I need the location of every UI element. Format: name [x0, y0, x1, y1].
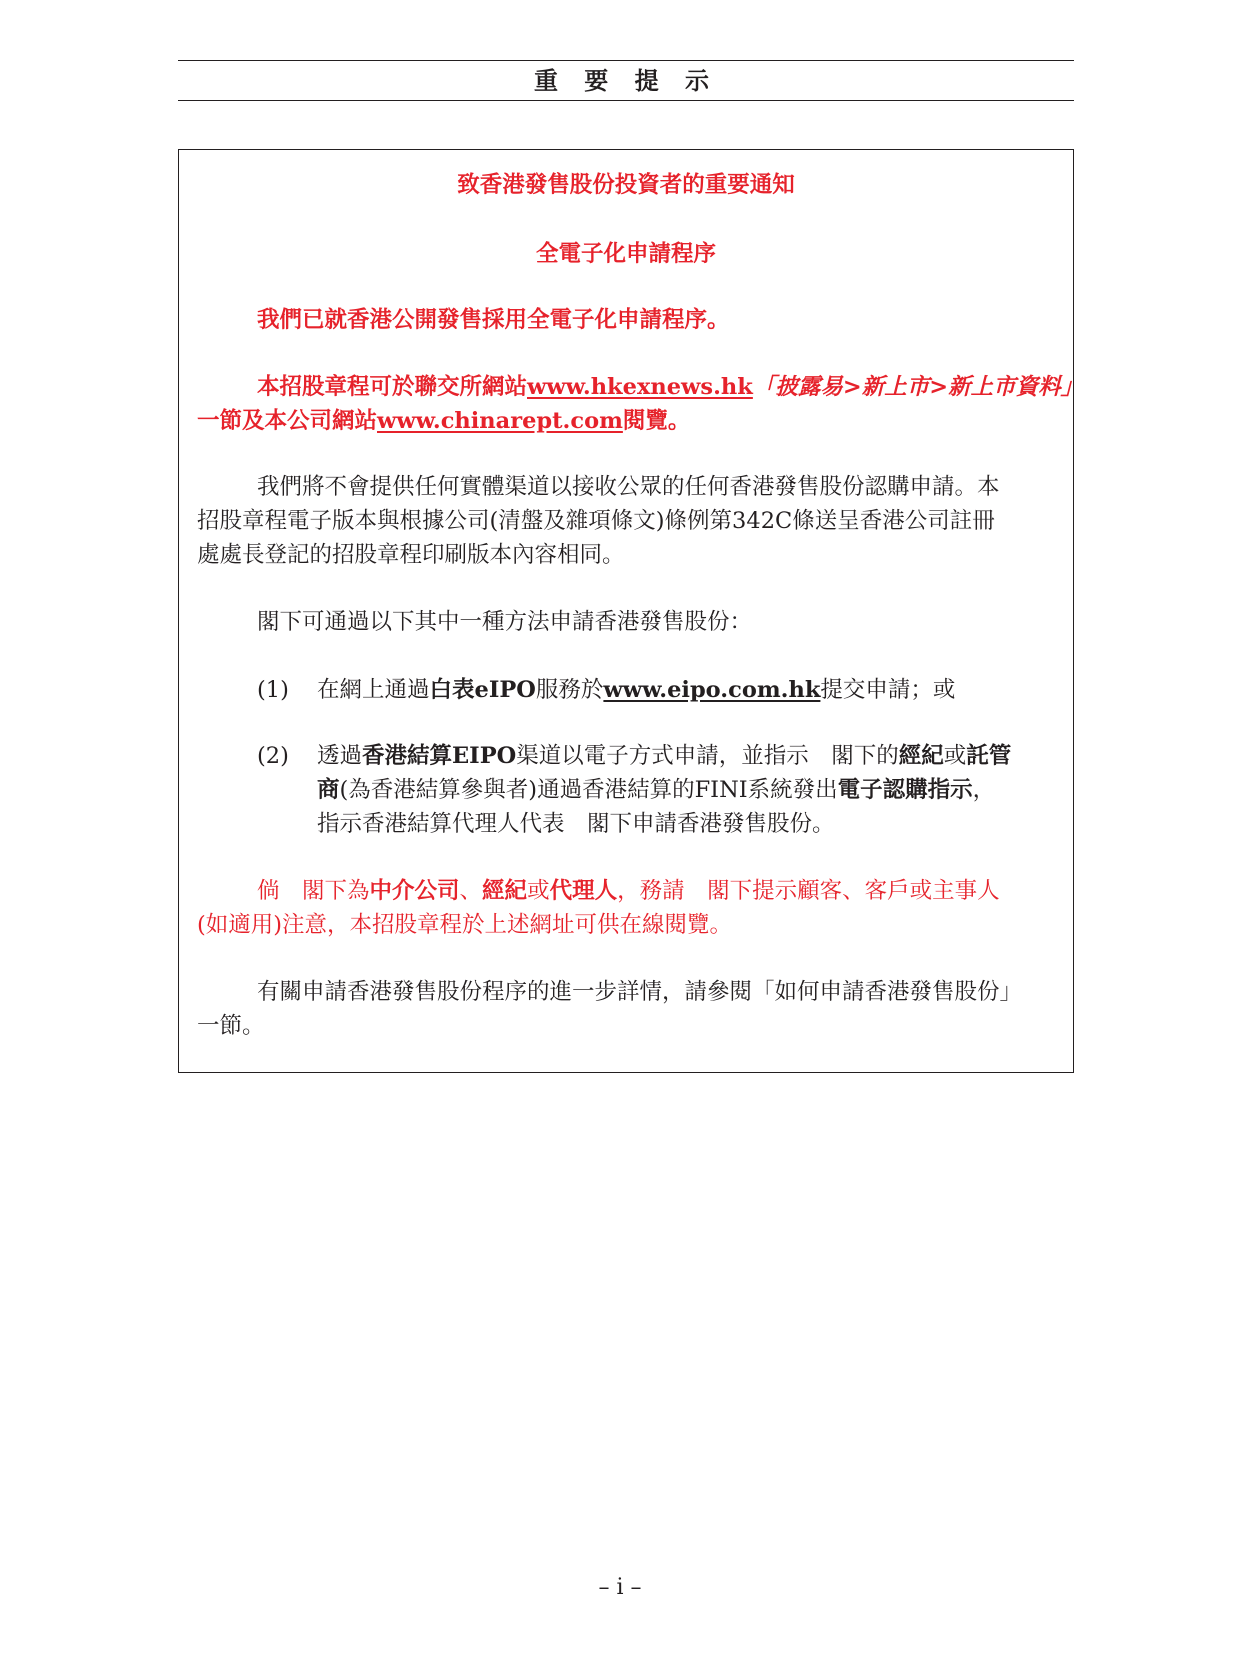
method-2-line-1: [317, 739, 1011, 773]
adoption-statement: 我們已就香港公開發售採用全電子化申請程序。: [257, 307, 730, 333]
page-title: 重 要 提 示: [533, 67, 719, 95]
intermediary-sep: 、: [459, 878, 483, 904]
method-2-mid: 渠道以電子方式申請，並指示 閣下的: [516, 743, 899, 769]
method-2-instruction: 電子認購指示: [837, 777, 973, 803]
method-1-mid: 服務於: [535, 677, 604, 703]
notice-heading: 致香港發售股份投資者的重要通知: [457, 172, 795, 198]
method-2-number: (2): [257, 743, 289, 769]
method-1-eipo: eIPO: [474, 677, 536, 703]
method-1-white-form: 白表: [429, 677, 475, 703]
notice-subheading: 全電子化申請程序: [535, 241, 716, 267]
availability-line2-pre: 一節及本公司網站: [197, 408, 378, 434]
further-details-line-2: 一節。: [197, 1013, 265, 1039]
intermediary-post: ，務請 閣下提示顧客、客戶或主事人: [617, 878, 1000, 904]
hkexnews-path: 「披露易>新上市>新上市資料」: [752, 374, 1084, 400]
method-2-line-2: [317, 773, 995, 807]
availability-line2-post: 閱覽。: [622, 408, 691, 434]
company-website-link[interactable]: www.chinarept.com: [377, 408, 623, 434]
no-physical-line-3: 處處長登記的招股章程印刷版本內容相同。: [197, 542, 625, 568]
method-2-pre: 透過: [317, 743, 363, 769]
no-physical-line-1: 我們將不會提供任何實體渠道以接收公眾的任何香港發售股份認購申請。本: [257, 474, 1000, 500]
method-2-custodian-2: 商: [317, 777, 340, 803]
method-1-post: 提交申請；或: [820, 677, 956, 703]
intermediary-pre: 倘 閣下為: [257, 878, 370, 904]
no-physical-line-2: 招股章程電子版本與根據公司(清盤及雜項條文)條例第342C條送呈香港公司註冊: [197, 508, 995, 534]
notice-box: [178, 149, 1084, 1073]
method-2-custodian-1: 託管: [966, 743, 1012, 769]
intermediary-line-1: [257, 874, 1000, 908]
intermediary-line-2: (如適用)注意，本招股章程於上述網址可供在線閱覽。: [197, 912, 733, 938]
intermediary-or: 或: [527, 878, 550, 904]
method-2-line2-end: ，: [972, 777, 996, 803]
bottom-rule: [178, 100, 1074, 101]
method-2-broker: 經紀: [898, 743, 944, 769]
further-details-line-1: 有關申請香港發售股份程序的進一步詳情，請參閱「如何申請香港發售股份」: [257, 979, 1023, 1005]
method-1-number: (1): [257, 677, 289, 703]
method-1-text: [317, 673, 955, 707]
method-2-line-3: 指示香港結算代理人代表 閣下申請香港發售股份。: [317, 811, 835, 837]
availability-line-1: [257, 370, 1083, 404]
availability-line-2: [197, 404, 690, 438]
intermediary-agent: 代理人: [549, 878, 618, 904]
method-2-eipo: EIPO: [452, 743, 517, 769]
intermediary-broker: 經紀: [482, 878, 528, 904]
intermediary-company: 中介公司: [369, 878, 460, 904]
methods-intro: 閣下可通過以下其中一種方法申請香港發售股份：: [257, 609, 753, 635]
top-rule: [178, 60, 1074, 61]
method-2-hkscc: 香港結算: [362, 743, 453, 769]
hkexnews-link[interactable]: www.hkexnews.hk: [527, 374, 753, 400]
page-number: – i –: [598, 1575, 642, 1600]
availability-pre: 本招股章程可於聯交所網站: [257, 374, 528, 400]
method-1-pre: 在網上通過: [317, 677, 430, 703]
method-2-or: 或: [943, 743, 967, 769]
method-2-line2-mid: (為香港結算參與者)通過香港結算的FINI系統發出: [339, 777, 838, 803]
eipo-link[interactable]: www.eipo.com.hk: [603, 677, 821, 703]
